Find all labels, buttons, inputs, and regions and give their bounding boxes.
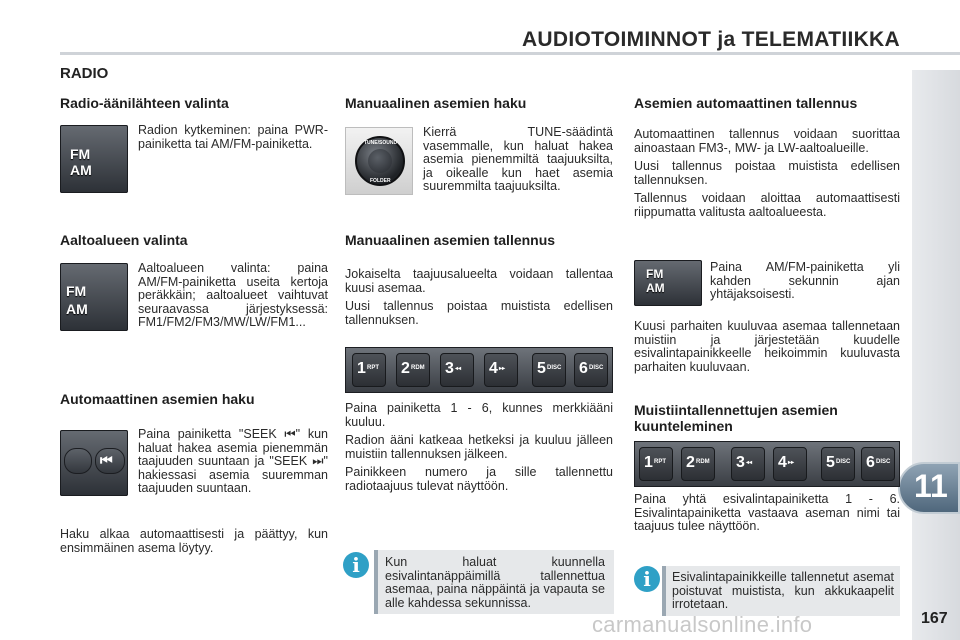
auto-store-para: Automaattinen tallennus voidaan suorittaa ainoastaan FM3-, MW- ja LW-aaltoalueille.	[634, 127, 900, 155]
heading-source-select: Radio-äänilähteen valinta	[60, 95, 229, 111]
knob-label-tune: TUNE/SOUND	[364, 140, 398, 146]
knob-label-folder: FOLDER	[370, 178, 391, 184]
preset-button-5: 5 DISC	[532, 353, 566, 387]
preset-button-6: 6 DISC	[574, 353, 608, 387]
header-rule	[60, 52, 960, 55]
manual-store-para: Radion ääni katkeaa hetkeksi ja kuuluu jälleen muistiin tallennuksen jälkeen.	[345, 433, 613, 461]
manual-store-text	[345, 268, 613, 332]
preset-button-6: 6 DISC	[861, 447, 895, 481]
auto-search-footer: Haku alkaa automaattisesti ja päättyy, kun ensimmäinen asema löytyy.	[60, 527, 328, 555]
preset-button-3: 3 ◂◂	[440, 353, 474, 387]
preset-button-4: 4 ▸▸	[484, 353, 518, 387]
auto-store-para: Tallennus voidaan aloittaa automaattisesti riippumatta valitusta aaltoalueesta.	[634, 191, 900, 219]
manual-store-para: Paina painiketta 1 - 6, kunnes merkkiääni kuuluu.	[345, 401, 613, 429]
heading-auto-store: Asemien automaattinen tallennus	[634, 95, 858, 111]
manual-store-para: Jokaiselta taajuusalueelta voidaan tallentaa kuusi asemaa.	[345, 267, 613, 295]
side-margin-strip	[912, 70, 960, 640]
source-select-text: Radion kytkeminen: paina PWR-painiketta tai AM/FM-painiketta.	[138, 123, 328, 151]
listen-stored-text: Paina yhtä esivalintapainiketta 1 - 6. Esivalintapainiketta vastaava aseman nimi tai taajuus tulee näyttöön.	[634, 492, 900, 533]
info-icon: i	[343, 552, 369, 578]
info-icon: i	[634, 566, 660, 592]
heading-listen-stored: Muistiintallennettujen asemien kuunteleminen	[634, 402, 838, 434]
preset-buttons-image-2	[634, 441, 900, 487]
manual-search-text: Kierrä TUNE-säädintä vasemmalle, kun haluat hakea asemia pienemmiltä taajuuksilta, ja oikealle kun haet asemia suuremmilta taajuuksilta.	[423, 125, 613, 193]
fm-am-button-image	[634, 260, 702, 306]
watermark: carmanualsonline.info	[592, 612, 813, 637]
preset-button-1: 1 RPT	[639, 447, 673, 481]
auto-store-icon-caption: Paina AM/FM-painiketta yli kahden sekunnin ajan yhtäjaksoisesti.	[710, 260, 900, 301]
chapter-number: 11	[914, 468, 948, 504]
fm-label: FM	[70, 146, 91, 162]
auto-store-text	[634, 128, 900, 224]
heading-manual-store: Manuaalinen asemien tallennus	[345, 232, 556, 248]
tune-knob-inner	[368, 149, 392, 173]
manual-store-para: Uusi tallennus poistaa muistista edellisen tallennuksen.	[345, 299, 613, 327]
auto-store-para: Uusi tallennus poistaa muistista edellisen tallennuksen.	[634, 159, 900, 187]
heading-band-select: Aaltoalueen valinta	[60, 232, 188, 248]
manual-store-steps	[345, 402, 613, 498]
fm-label: FM	[646, 267, 664, 281]
heading-manual-search: Manuaalinen asemien haku	[345, 95, 527, 111]
band-select-text: Aaltoalueen valinta: paina AM/FM-painiketta useita kertoja peräkkäin; aaltoalueet vaihtuvat seuraavassa järjestyksessä: FM1/FM2/FM3/MW/LW/FM1...	[138, 261, 328, 329]
preset-button-5: 5 DISC	[821, 447, 855, 481]
preset-buttons-image-1	[345, 347, 613, 393]
am-label: AM	[66, 301, 88, 317]
auto-store-result: Kuusi parhaiten kuuluvaa asemaa tallennetaan muistiin ja järjestetään kuudelle esivalintapainikkeelle heikoimmin kuuluvasta parhaiten kuuluvaan.	[634, 319, 900, 374]
fm-label: FM	[66, 283, 87, 299]
manual-store-para: Painikkeen numero ja sille tallennettu radiotaajuus tulevat näyttöön.	[345, 465, 613, 493]
preset-button-1: 1 RPT	[352, 353, 386, 387]
section-label-radio: RADIO	[60, 65, 109, 82]
preset-button-3: 3 ◂◂	[731, 447, 765, 481]
preset-button-2: 2 RDM	[681, 447, 715, 481]
am-label: AM	[70, 162, 92, 178]
page-title: AUDIOTOIMINNOT ja TELEMATIIKKA	[521, 28, 900, 51]
auto-search-text: Paina painiketta "SEEK ⏮" kun haluat hakea asemia pienemmän taajuuden suuntaan ja "SEEK ⏭" hakiessasi asemia suuremman taajuuden suuntaan.	[138, 427, 328, 495]
info-text-battery: Esivalintapainikkeille tallennetut asemat poistuvat muistista, kun akkukaapelit irrotetaan.	[672, 570, 894, 611]
page-number: 167	[921, 610, 948, 627]
seek-left-button-image	[64, 448, 92, 474]
heading-auto-search: Automaattinen asemien haku	[60, 391, 255, 407]
preset-button-2: 2 RDM	[396, 353, 430, 387]
preset-button-4: 4 ▸▸	[773, 447, 807, 481]
am-label: AM	[646, 281, 665, 295]
info-text-preset-listen: Kun haluat kuunnella esivalintanäppäimillä tallennettua asemaa, paina näppäintä ja vapauta se alle kahdessa sekunnissa.	[385, 555, 605, 610]
seek-back-icon: ⏮	[100, 452, 113, 468]
